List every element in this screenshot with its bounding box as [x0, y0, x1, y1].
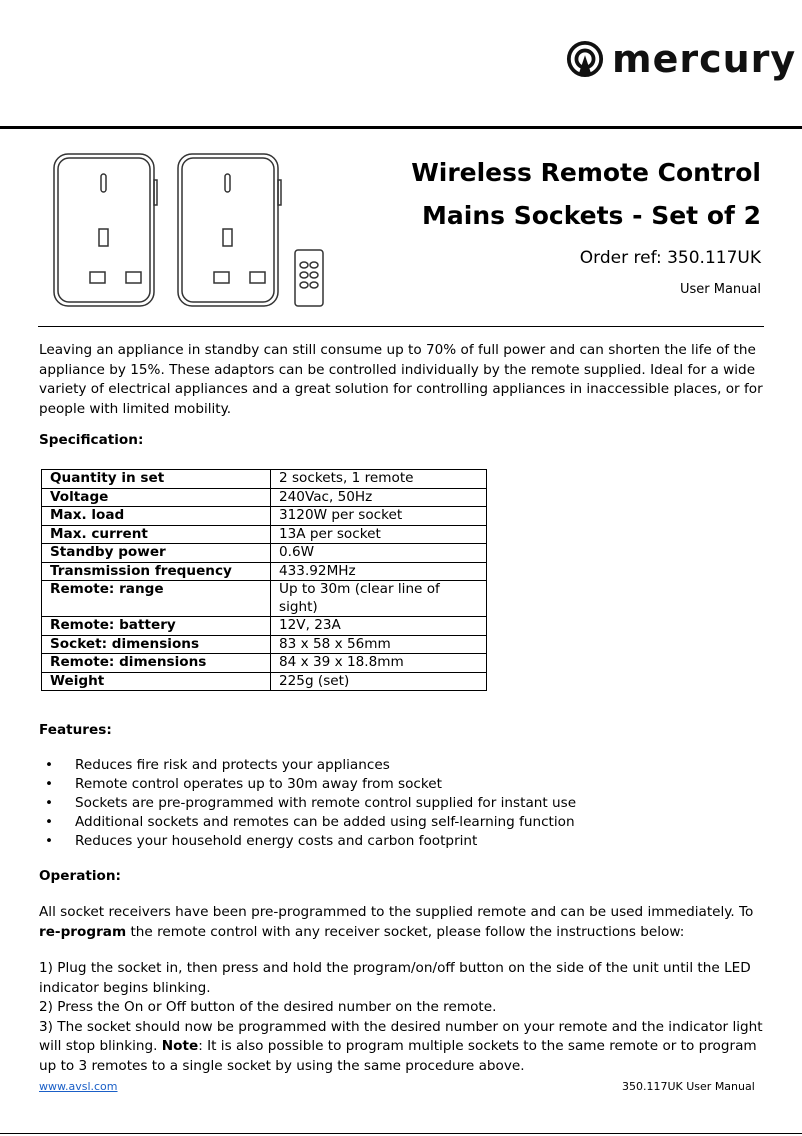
table-row [42, 635, 487, 654]
header-divider [0, 126, 802, 129]
order-ref: Order ref: 350.117UK [579, 248, 761, 268]
operation-intro [39, 903, 764, 942]
feature-text: Sockets are pre-programmed with remote control supplied for instant use [75, 795, 577, 811]
table-row [42, 525, 487, 544]
list-item: • Reduces your household energy costs and carbon footprint [45, 833, 478, 849]
step-3-note: Note [161, 1038, 199, 1054]
doc-type: User Manual [679, 282, 761, 297]
spec-label: Remote: dimensions [42, 654, 271, 673]
step-3-text-end: : It is also possible to program multiple sockets to the same remote or to program up to 3 remotes to a single socket by using the same procedure above. [39, 1038, 757, 1074]
spec-value: 240Vac, 50Hz [271, 488, 487, 507]
step-2: 2) Press the On or Off button of the desired number on the remote. [39, 999, 497, 1015]
intro-paragraph: Leaving an appliance in standby can still consume up to 70% of full power and can shorten the life of the appliance by 15%. These adaptors can be controlled individually by the remote supplied. Ideal for a wide variety of electrical appliances and a great solution for controlling appliances in inaccessible places, or for people with limited mobility. [39, 342, 763, 417]
spec-label: Voltage [42, 488, 271, 507]
mercury-logo [566, 37, 797, 81]
specification-heading: Specification: [39, 432, 144, 448]
logo-wordmark: mercury [612, 37, 797, 81]
step-3 [39, 1018, 764, 1077]
list-item: • Reduces fire risk and protects your appliances [45, 757, 390, 773]
website-link[interactable]: www.avsl.com [39, 1080, 118, 1093]
table-row [42, 654, 487, 673]
list-item: • Remote control operates up to 30m away from socket [45, 776, 442, 792]
mercury-logo-icon [566, 40, 604, 78]
spec-value: 83 x 58 x 56mm [271, 635, 487, 654]
table-row [42, 507, 487, 526]
spec-value: 433.92MHz [271, 562, 487, 581]
spec-label: Remote: range [42, 581, 271, 617]
operation-intro-text-end: the remote control with any receiver socket, please follow the instructions below: [126, 923, 685, 940]
spec-label: Max. current [42, 525, 271, 544]
bottom-divider [0, 1133, 802, 1134]
operation-heading: Operation: [39, 868, 121, 884]
page-title-line2: Mains Sockets - Set of 2 [422, 201, 761, 230]
table-row [42, 488, 487, 507]
feature-text: Remote control operates up to 30m away from socket [75, 776, 442, 792]
spec-label: Remote: battery [42, 617, 271, 636]
specification-table [41, 469, 487, 691]
spec-label: Max. load [42, 507, 271, 526]
spec-value: 225g (set) [271, 672, 487, 691]
features-heading: Features: [39, 722, 112, 738]
list-item: • Additional sockets and remotes can be added using self-learning function [45, 814, 575, 830]
feature-text: Reduces fire risk and protects your appliances [75, 757, 390, 773]
table-row [42, 581, 487, 617]
table-row [42, 562, 487, 581]
table-row [42, 672, 487, 691]
title-divider [38, 326, 764, 327]
footer-ref: 350.117UK User Manual [622, 1080, 755, 1093]
spec-label: Socket: dimensions [42, 635, 271, 654]
operation-steps [39, 959, 764, 1076]
feature-text: Additional sockets and remotes can be added using self-learning function [75, 814, 575, 830]
spec-value: 0.6W [271, 544, 487, 563]
table-row [42, 617, 487, 636]
spec-label: Transmission frequency [42, 562, 271, 581]
feature-text: Reduces your household energy costs and carbon footprint [75, 833, 478, 849]
operation-intro-bold: re-program [39, 923, 127, 940]
spec-value: 2 sockets, 1 remote [271, 470, 487, 489]
spec-value: 12V, 23A [271, 617, 487, 636]
spec-value: 3120W per socket [271, 507, 487, 526]
table-row [42, 470, 487, 489]
spec-label: Standby power [42, 544, 271, 563]
operation-intro-text: All socket receivers have been pre-programmed to the supplied remote and can be used immediately. To [39, 904, 754, 920]
list-item: • Sockets are pre-programmed with remote control supplied for instant use [45, 795, 577, 811]
step-1: 1) Plug the socket in, then press and hold the program/on/off button on the side of the unit until the LED indicator begins blinking. [39, 960, 751, 996]
spec-label: Quantity in set [42, 470, 271, 489]
features-list [39, 756, 764, 851]
page-title-line1: Wireless Remote Control [411, 158, 761, 187]
spec-value: 84 x 39 x 18.8mm [271, 654, 487, 673]
spec-value: 13A per socket [271, 525, 487, 544]
spec-value: Up to 30m (clear line of sight) [271, 581, 487, 617]
table-row [42, 544, 487, 563]
step-3-text: 3) The socket should now be programmed with the desired number on your remote and the indicator light will stop blinking. [39, 1018, 763, 1054]
product-image [50, 150, 340, 312]
spec-label: Weight [42, 672, 271, 691]
